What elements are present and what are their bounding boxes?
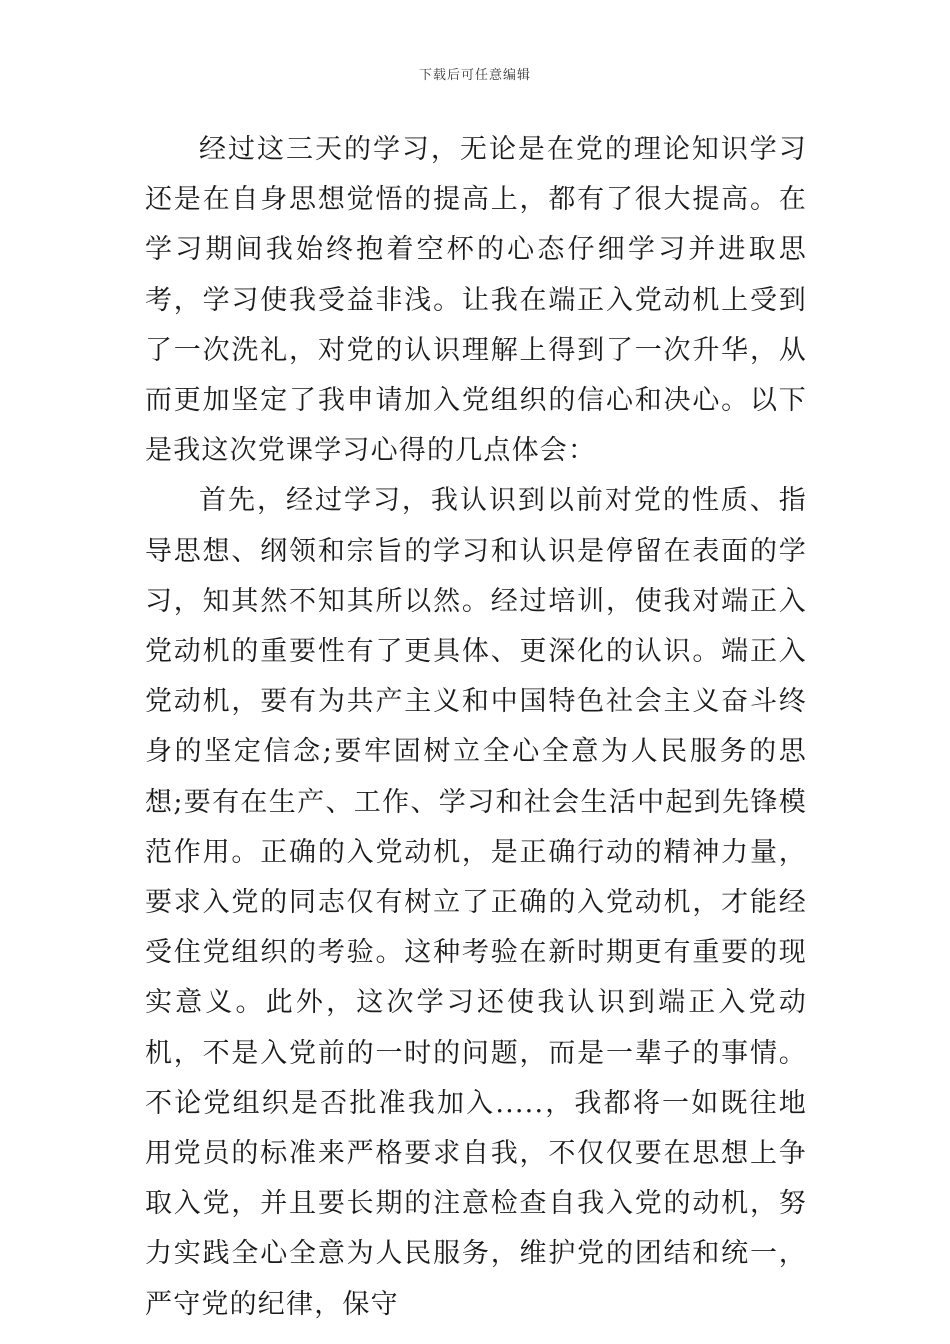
page-header: 下载后可任意编辑: [418, 68, 531, 83]
paragraph-1: 经过这三天的学习，无论是在党的理论知识学习还是在自身思想觉悟的提高上，都有了很大提高。在学习期间我始终抱着空杯的心态仔细学习并进取思考，学习使我受益非浅。让我在端正入党动机上受到了一次洗礼，对党的认识理解上得到了一次升华，从而更加坚定了我申请加入党组织的信心和决心。以下是我这次党课学习心得的几点体会：: [145, 134, 807, 467]
paragraph-2: 首先，经过学习，我认识到以前对党的性质、指导思想、纲领和宗旨的学习和认识是停留在表面的学习，知其然不知其所以然。经过培训，使我对端正入党动机的重要性有了更具体、更深化的认识。端正入党动机，要有为共产主义和中国特色社会主义奋斗终身的坚定信念;要牢固树立全心全意为人民服务的思想;要有在生产、工作、学习和社会生活中起到先锋模范作用。正确的入党动机，是正确行动的精神力量，要求入党的同志仅有树立了正确的入党动机，才能经受住党组织的考验。这种考验在新时期更有重要的现实意义。此外，这次学习还使我认识到端正入党动机，不是入党前的一时的问题，而是一辈子的事情。不论党组织是否批准我加入.....，我都将一如既往地用党员的标准来严格要求自我，不仅仅要在思想上争取入党，并且要长期的注意检查自我入党的动机，努力实践全心全意为人民服务，维护党的团结和统一，严守党的纪律，保守: [145, 485, 807, 1320]
document-body: [145, 125, 807, 1330]
